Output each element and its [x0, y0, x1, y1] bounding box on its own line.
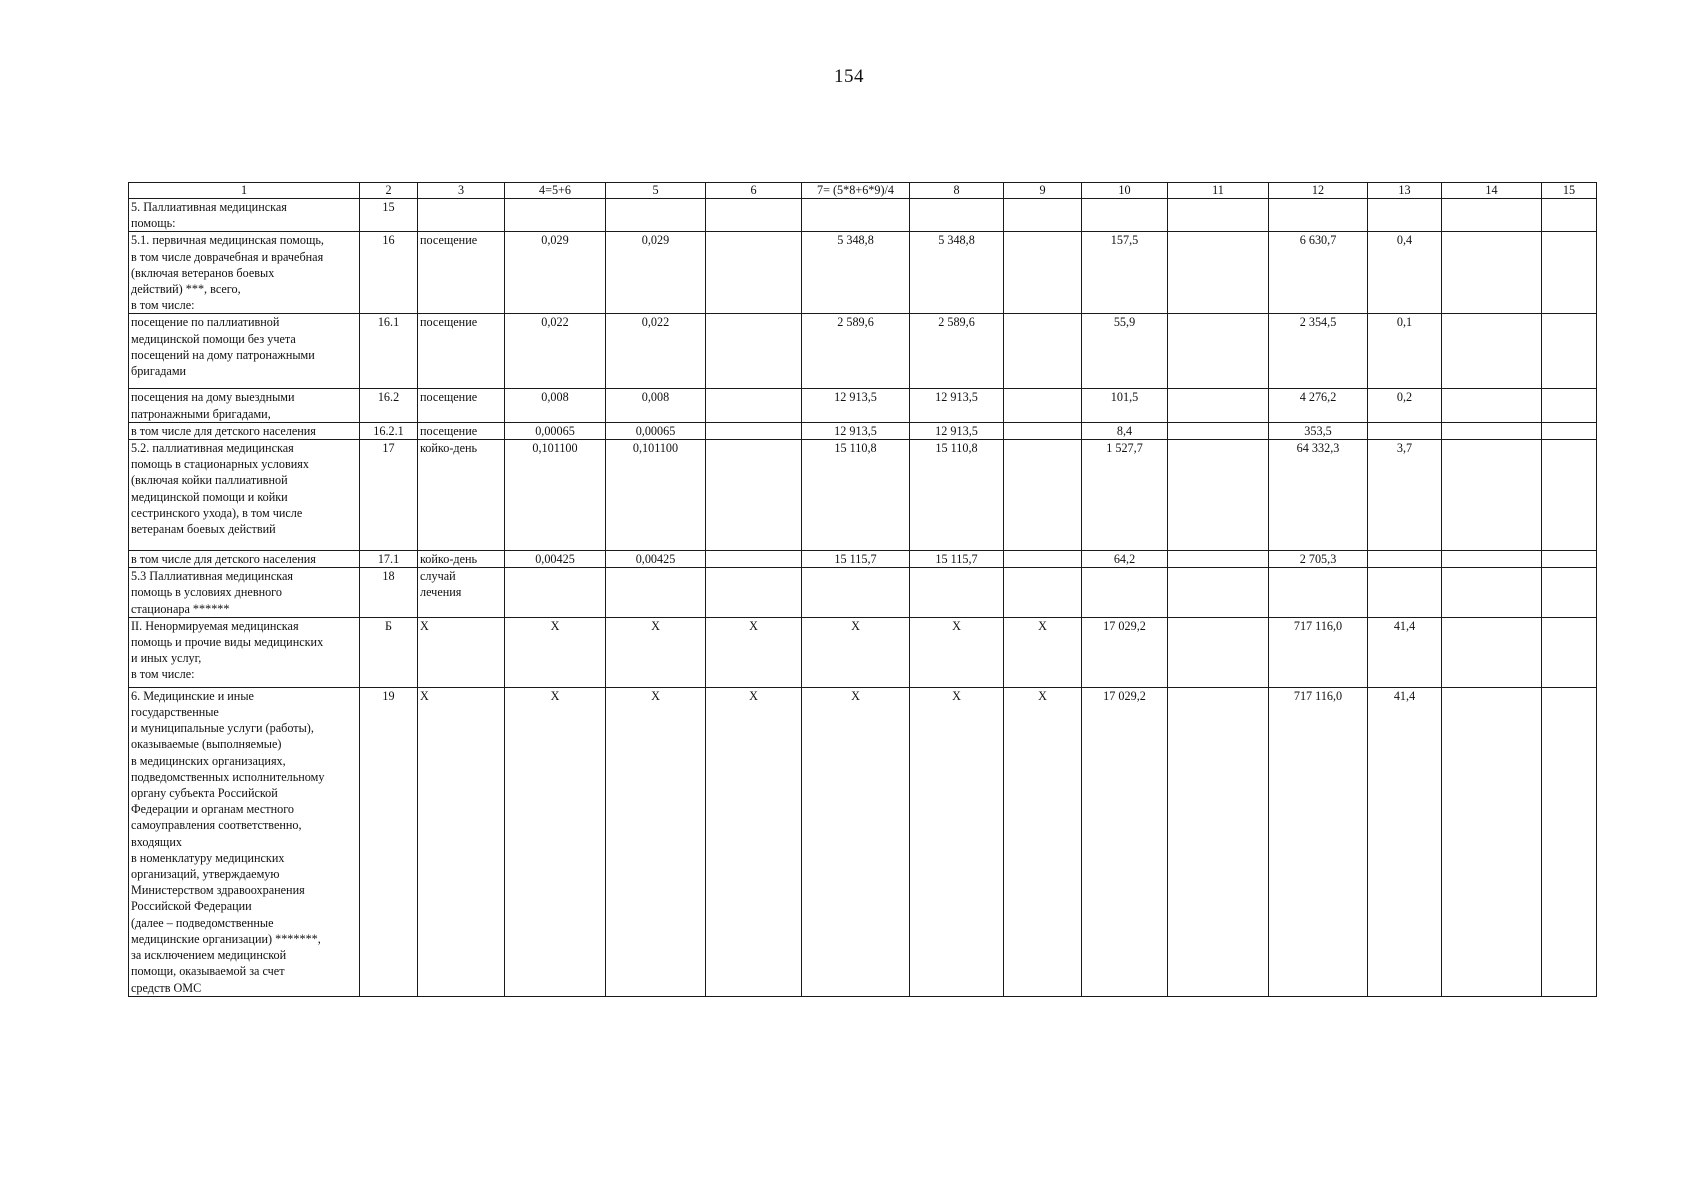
- value-cell: [1168, 687, 1269, 996]
- table-row: [129, 422, 1597, 439]
- unit-cell: койко-день: [418, 440, 505, 551]
- unit-cell: Х: [418, 617, 505, 687]
- unit-cell: посещение: [418, 422, 505, 439]
- value-cell: [706, 314, 802, 389]
- value-cell: 2 354,5: [1269, 314, 1368, 389]
- value-cell: Х: [1004, 687, 1082, 996]
- value-cell: 0,008: [606, 389, 706, 422]
- value-cell: [1542, 389, 1597, 422]
- value-cell: [505, 568, 606, 618]
- value-cell: [1168, 568, 1269, 618]
- value-cell: [1082, 568, 1168, 618]
- value-cell: 0,029: [505, 232, 606, 314]
- column-header: 3: [418, 183, 505, 199]
- value-cell: 12 913,5: [910, 422, 1004, 439]
- value-cell: [1542, 617, 1597, 687]
- table-body: [129, 199, 1597, 997]
- unit-cell: посещение: [418, 314, 505, 389]
- value-cell: [706, 440, 802, 551]
- row-label: 5.3 Паллиативная медицинская помощь в условиях дневного стационара ******: [129, 568, 360, 618]
- unit-cell: посещение: [418, 389, 505, 422]
- value-cell: [1368, 568, 1442, 618]
- value-cell: [802, 568, 910, 618]
- value-cell: 41,4: [1368, 617, 1442, 687]
- row-label: посещения на дому выездными патронажными бригадами,: [129, 389, 360, 422]
- row-label: 5.2. паллиативная медицинская помощь в стационарных условиях (включая койки паллиативной медицинской помощи и койки сестринского ухода), в том числе ветеранам боевых действий: [129, 440, 360, 551]
- page-number: 154: [834, 66, 864, 87]
- value-cell: [1442, 687, 1542, 996]
- value-cell: [802, 199, 910, 232]
- value-cell: 15 110,8: [910, 440, 1004, 551]
- value-cell: 0,00065: [606, 422, 706, 439]
- value-cell: 0,101100: [505, 440, 606, 551]
- value-cell: Х: [706, 687, 802, 996]
- value-cell: 12 913,5: [802, 389, 910, 422]
- value-cell: [706, 199, 802, 232]
- value-cell: 64,2: [1082, 551, 1168, 568]
- row-code: 17.1: [360, 551, 418, 568]
- row-label: посещение по паллиативной медицинской помощи без учета посещений на дому патронажными бригадами: [129, 314, 360, 389]
- value-cell: 0,008: [505, 389, 606, 422]
- value-cell: Х: [606, 617, 706, 687]
- column-header: 15: [1542, 183, 1597, 199]
- value-cell: [1368, 551, 1442, 568]
- value-cell: 55,9: [1082, 314, 1168, 389]
- value-cell: [706, 422, 802, 439]
- unit-cell: случай лечения: [418, 568, 505, 618]
- table-row: [129, 440, 1597, 551]
- column-header: 8: [910, 183, 1004, 199]
- value-cell: [1168, 389, 1269, 422]
- value-cell: 2 589,6: [910, 314, 1004, 389]
- value-cell: Х: [606, 687, 706, 996]
- value-cell: [1168, 422, 1269, 439]
- column-header: 11: [1168, 183, 1269, 199]
- table-row: [129, 389, 1597, 422]
- value-cell: [1542, 551, 1597, 568]
- data-table: [128, 182, 1597, 997]
- value-cell: 0,022: [505, 314, 606, 389]
- column-header: 6: [706, 183, 802, 199]
- value-cell: [706, 232, 802, 314]
- value-cell: [1368, 199, 1442, 232]
- row-label: 5. Паллиативная медицинская помощь:: [129, 199, 360, 232]
- value-cell: 17 029,2: [1082, 687, 1168, 996]
- value-cell: 0,4: [1368, 232, 1442, 314]
- value-cell: [1004, 568, 1082, 618]
- value-cell: 8,4: [1082, 422, 1168, 439]
- value-cell: [1542, 440, 1597, 551]
- header-row: [129, 183, 1597, 199]
- unit-cell: койко-день: [418, 551, 505, 568]
- table-row: [129, 551, 1597, 568]
- value-cell: [1004, 440, 1082, 551]
- value-cell: [1269, 199, 1368, 232]
- value-cell: 12 913,5: [910, 389, 1004, 422]
- table-row: [129, 199, 1597, 232]
- row-label: в том числе для детского населения: [129, 551, 360, 568]
- value-cell: [1542, 568, 1597, 618]
- value-cell: [706, 551, 802, 568]
- value-cell: [1442, 422, 1542, 439]
- value-cell: 17 029,2: [1082, 617, 1168, 687]
- value-cell: [1168, 232, 1269, 314]
- value-cell: [1168, 440, 1269, 551]
- column-header: 13: [1368, 183, 1442, 199]
- row-code: 16.2.1: [360, 422, 418, 439]
- value-cell: [1442, 551, 1542, 568]
- value-cell: [505, 199, 606, 232]
- value-cell: [1269, 568, 1368, 618]
- column-header: 7= (5*8+6*9)/4: [802, 183, 910, 199]
- value-cell: 0,029: [606, 232, 706, 314]
- column-header: 4=5+6: [505, 183, 606, 199]
- value-cell: Х: [910, 617, 1004, 687]
- value-cell: Х: [505, 617, 606, 687]
- value-cell: 2 705,3: [1269, 551, 1368, 568]
- value-cell: 12 913,5: [802, 422, 910, 439]
- value-cell: [706, 568, 802, 618]
- table-row: [129, 617, 1597, 687]
- value-cell: Х: [802, 687, 910, 996]
- value-cell: [1168, 314, 1269, 389]
- value-cell: 717 116,0: [1269, 687, 1368, 996]
- value-cell: 6 630,7: [1269, 232, 1368, 314]
- value-cell: [1542, 422, 1597, 439]
- column-header: 10: [1082, 183, 1168, 199]
- value-cell: [1168, 617, 1269, 687]
- row-code: 19: [360, 687, 418, 996]
- value-cell: 0,101100: [606, 440, 706, 551]
- value-cell: [606, 199, 706, 232]
- value-cell: 15 115,7: [910, 551, 1004, 568]
- value-cell: [1004, 314, 1082, 389]
- column-header: 5: [606, 183, 706, 199]
- value-cell: 0,022: [606, 314, 706, 389]
- value-cell: 0,1: [1368, 314, 1442, 389]
- value-cell: [1542, 199, 1597, 232]
- value-cell: [1442, 232, 1542, 314]
- table-row: [129, 568, 1597, 618]
- column-header: 1: [129, 183, 360, 199]
- value-cell: 41,4: [1368, 687, 1442, 996]
- value-cell: [1004, 199, 1082, 232]
- column-header: 12: [1269, 183, 1368, 199]
- value-cell: 5 348,8: [802, 232, 910, 314]
- value-cell: [1168, 551, 1269, 568]
- value-cell: [910, 199, 1004, 232]
- value-cell: [1542, 687, 1597, 996]
- value-cell: [1004, 422, 1082, 439]
- value-cell: 101,5: [1082, 389, 1168, 422]
- value-cell: [1168, 199, 1269, 232]
- value-cell: [1442, 389, 1542, 422]
- value-cell: [1082, 199, 1168, 232]
- value-cell: 15 115,7: [802, 551, 910, 568]
- value-cell: [706, 389, 802, 422]
- value-cell: [1368, 422, 1442, 439]
- value-cell: 717 116,0: [1269, 617, 1368, 687]
- value-cell: [1442, 199, 1542, 232]
- value-cell: [1004, 389, 1082, 422]
- value-cell: 4 276,2: [1269, 389, 1368, 422]
- value-cell: [1004, 551, 1082, 568]
- value-cell: 3,7: [1368, 440, 1442, 551]
- value-cell: 0,2: [1368, 389, 1442, 422]
- value-cell: 353,5: [1269, 422, 1368, 439]
- row-code: Б: [360, 617, 418, 687]
- value-cell: [1442, 314, 1542, 389]
- row-label: в том числе для детского населения: [129, 422, 360, 439]
- row-code: 18: [360, 568, 418, 618]
- value-cell: [606, 568, 706, 618]
- row-code: 15: [360, 199, 418, 232]
- value-cell: 0,00425: [606, 551, 706, 568]
- value-cell: [1542, 232, 1597, 314]
- unit-cell: посещение: [418, 232, 505, 314]
- value-cell: 0,00425: [505, 551, 606, 568]
- column-header: 14: [1442, 183, 1542, 199]
- value-cell: 64 332,3: [1269, 440, 1368, 551]
- value-cell: [1442, 617, 1542, 687]
- row-code: 16: [360, 232, 418, 314]
- table-row: [129, 314, 1597, 389]
- row-code: 16.2: [360, 389, 418, 422]
- value-cell: [910, 568, 1004, 618]
- row-code: 16.1: [360, 314, 418, 389]
- column-header: 9: [1004, 183, 1082, 199]
- value-cell: Х: [802, 617, 910, 687]
- value-cell: [1442, 568, 1542, 618]
- value-cell: [1542, 314, 1597, 389]
- table-row: [129, 687, 1597, 996]
- value-cell: 2 589,6: [802, 314, 910, 389]
- value-cell: 1 527,7: [1082, 440, 1168, 551]
- value-cell: Х: [1004, 617, 1082, 687]
- row-label: 5.1. первичная медицинская помощь, в том числе доврачебная и врачебная (включая ветеранов боевых действий) ***, всего, в том числе:: [129, 232, 360, 314]
- value-cell: Х: [706, 617, 802, 687]
- value-cell: [1442, 440, 1542, 551]
- value-cell: 157,5: [1082, 232, 1168, 314]
- row-code: 17: [360, 440, 418, 551]
- value-cell: Х: [505, 687, 606, 996]
- value-cell: 15 110,8: [802, 440, 910, 551]
- table-row: [129, 232, 1597, 314]
- column-header: 2: [360, 183, 418, 199]
- row-label: II. Ненормируемая медицинская помощь и прочие виды медицинских и иных услуг, в том числе:: [129, 617, 360, 687]
- unit-cell: [418, 199, 505, 232]
- value-cell: Х: [910, 687, 1004, 996]
- unit-cell: Х: [418, 687, 505, 996]
- value-cell: 0,00065: [505, 422, 606, 439]
- value-cell: [1004, 232, 1082, 314]
- value-cell: 5 348,8: [910, 232, 1004, 314]
- row-label: 6. Медицинские и иные государственные и муниципальные услуги (работы), оказываемые (выполняемые) в медицинских организациях, подведомственных исполнительному органу субъекта Российской Федерации и органам местного самоуправления соответственно, входящих в номенклатуру медицинских организаций, утверждаемую Министерством здравоохранения Российской Федерации (далее – подведомственные медицинские организации) *******, за исключением медицинской помощи, оказываемой за счет средств ОМС: [129, 687, 360, 996]
